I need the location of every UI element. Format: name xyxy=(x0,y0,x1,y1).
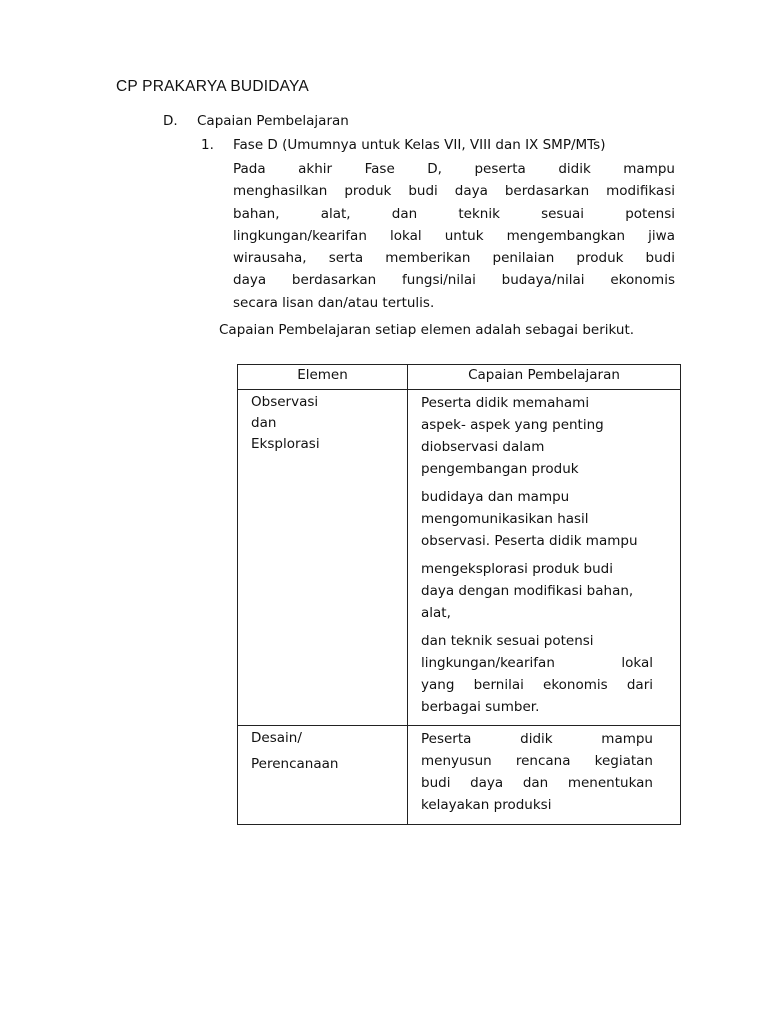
outcome-line: lingkungan/kearifan lokal xyxy=(421,655,653,671)
paragraph-line: daya berdasarkan fungsi/nilai budaya/nilai ekonomis xyxy=(233,272,675,289)
section-marker: D. xyxy=(163,113,178,129)
outcome-line: pengembangan produk xyxy=(421,461,579,477)
outcome-line: mengomunikasikan hasil xyxy=(421,511,589,527)
element-cell xyxy=(238,390,408,726)
item-number: 1. xyxy=(201,137,214,153)
outcome-line: observasi. Peserta didik mampu xyxy=(421,533,638,549)
outcome-line: yang bernilai ekonomis dari xyxy=(421,677,653,693)
outcome-line: aspek- aspek yang penting xyxy=(421,417,604,433)
outcome-line: menyusun rencana kegiatan xyxy=(421,753,653,769)
outcome-line: budidaya dan mampu xyxy=(421,489,570,505)
paragraph-line: lingkungan/kearifan lokal untuk mengembangkan jiwa xyxy=(233,227,675,244)
outcome-cell xyxy=(408,390,681,726)
learning-outcomes-table xyxy=(237,364,681,825)
element-line: Perencanaan xyxy=(251,756,339,772)
outcome-line: budi daya dan menentukan xyxy=(421,775,653,791)
paragraph-line: bahan, alat, dan teknik sesuai potensi xyxy=(233,205,675,222)
outcome-line: dan teknik sesuai potensi xyxy=(421,633,594,649)
table-intro-text: Capaian Pembelajaran setiap elemen adalah sebagai berikut. xyxy=(219,322,635,338)
section-heading: Capaian Pembelajaran xyxy=(197,113,349,129)
paragraph-line: wirausaha, serta memberikan penilaian produk budi xyxy=(233,250,675,267)
outcome-line: berbagai sumber. xyxy=(421,699,540,715)
outcome-line: kelayakan produksi xyxy=(421,797,552,813)
table-row xyxy=(238,726,681,825)
table-header-row xyxy=(238,365,681,390)
outcome-line: Peserta didik memahami xyxy=(421,395,590,411)
item-heading: Fase D (Umumnya untuk Kelas VII, VIII dan IX SMP/MTs) xyxy=(233,137,606,153)
document-title: CP PRAKARYA BUDIDAYA xyxy=(116,78,309,95)
outcome-line: mengeksplorasi produk budi xyxy=(421,561,613,577)
phase-description-paragraph xyxy=(233,158,675,314)
element-cell xyxy=(238,726,408,825)
outcome-line: diobservasi dalam xyxy=(421,439,545,455)
paragraph-line: Pada akhir Fase D, peserta didik mampu xyxy=(233,161,675,177)
element-line: Observasi xyxy=(251,394,319,410)
outcome-line: alat, xyxy=(421,605,451,621)
outcome-cell xyxy=(408,726,681,825)
element-line: dan xyxy=(251,415,277,431)
paragraph-line: menghasilkan produk budi daya berdasarkan modifikasi xyxy=(233,183,675,200)
outcome-line: Peserta didik mampu xyxy=(421,731,653,747)
column-header-element: Elemen xyxy=(238,365,408,390)
outcome-line: daya dengan modifikasi bahan, xyxy=(421,583,634,599)
element-line: Desain/ xyxy=(251,730,302,746)
element-line: Eksplorasi xyxy=(251,436,320,452)
column-header-outcome: Capaian Pembelajaran xyxy=(408,365,681,390)
table-row xyxy=(238,390,681,726)
paragraph-line: secara lisan dan/atau tertulis. xyxy=(233,294,435,311)
